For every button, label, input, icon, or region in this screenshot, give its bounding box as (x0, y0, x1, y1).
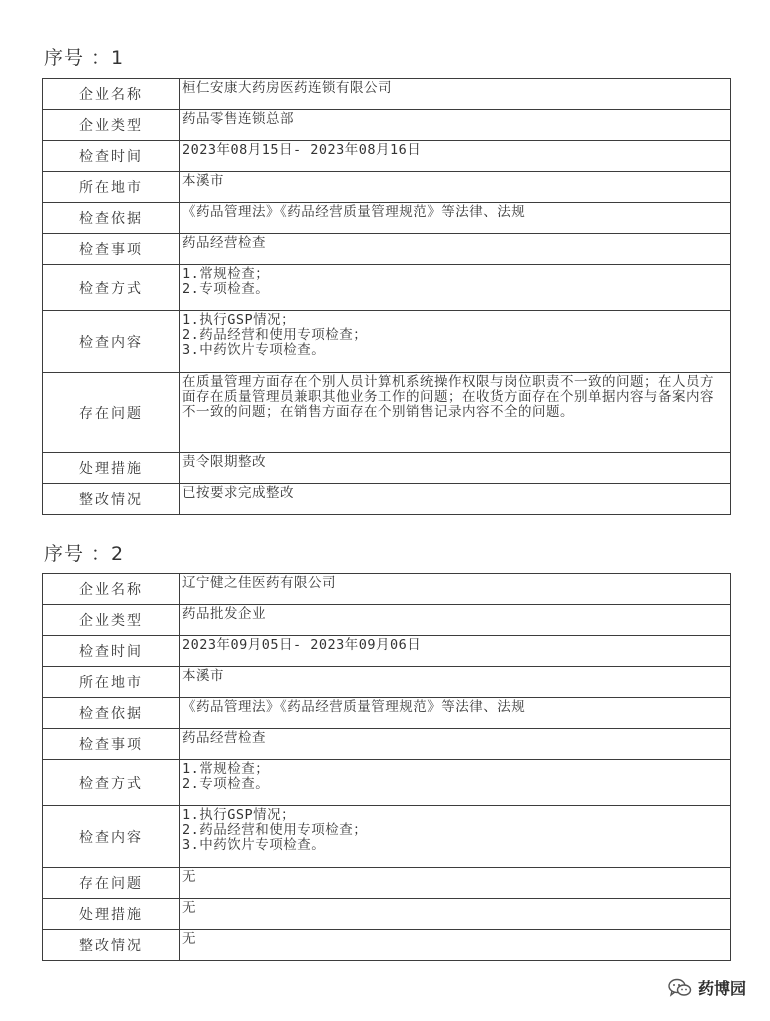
field-value-line: 药品批发企业 (182, 606, 266, 622)
field-label: 处理措施 (43, 899, 180, 930)
field-value (180, 265, 731, 311)
field-label: 企业类型 (43, 605, 180, 636)
field-value (180, 806, 731, 868)
field-value (180, 373, 731, 453)
field-label: 检查事项 (43, 234, 180, 265)
field-label: 检查方式 (43, 760, 180, 806)
field-value-line: 3.中药饮片专项检查。 (182, 342, 326, 358)
field-value-line: 1.执行GSP情况； (182, 312, 296, 328)
table-row (43, 636, 731, 667)
field-value-line: 无 (182, 869, 196, 885)
field-label: 企业名称 (43, 79, 180, 110)
table-row (43, 667, 731, 698)
field-value (180, 729, 731, 760)
field-value-line: 本溪市 (182, 668, 224, 684)
record-2-table (42, 573, 731, 961)
field-value-line: 本溪市 (182, 173, 224, 189)
table-row (43, 574, 731, 605)
field-value-line: 责令限期整改 (182, 454, 266, 470)
field-value-line: 1.常规检查； (182, 266, 270, 282)
field-label: 检查依据 (43, 698, 180, 729)
field-label: 检查内容 (43, 806, 180, 868)
field-value (180, 667, 731, 698)
field-label: 整改情况 (43, 930, 180, 961)
field-label: 所在地市 (43, 172, 180, 203)
field-value-line: 2.专项检查。 (182, 281, 270, 297)
field-value (180, 698, 731, 729)
field-value (180, 930, 731, 961)
table-row (43, 698, 731, 729)
table-row (43, 311, 731, 373)
field-value-line: 已按要求完成整改 (182, 485, 294, 501)
field-label: 检查时间 (43, 636, 180, 667)
table-row (43, 930, 731, 961)
field-value-line: 《药品管理法》《药品经营质量管理规范》等法律、法规 (182, 204, 526, 220)
field-label: 检查方式 (43, 265, 180, 311)
record-2-heading: 序号 ：2 (44, 543, 125, 565)
field-label: 检查时间 (43, 141, 180, 172)
table-row (43, 79, 731, 110)
wechat-icon (668, 978, 692, 998)
field-value-line: 1.常规检查； (182, 761, 270, 777)
field-label: 存在问题 (43, 373, 180, 453)
table-row (43, 899, 731, 930)
field-label: 企业名称 (43, 574, 180, 605)
field-value (180, 172, 731, 203)
field-value-line: 1.执行GSP情况； (182, 807, 296, 823)
table-row (43, 203, 731, 234)
record-1-heading: 序号 ：1 (44, 47, 125, 69)
field-value (180, 203, 731, 234)
table-row (43, 605, 731, 636)
table-row (43, 373, 731, 453)
field-value (180, 605, 731, 636)
table-row (43, 484, 731, 515)
field-value-line: 无 (182, 931, 196, 947)
table-row (43, 868, 731, 899)
field-label: 企业类型 (43, 110, 180, 141)
field-label: 整改情况 (43, 484, 180, 515)
watermark-text: 药博园 (697, 979, 746, 998)
field-value-line: 2.药品经营和使用专项检查； (182, 822, 368, 838)
field-value-line: 2023年09月05日- 2023年09月06日 (182, 637, 422, 653)
table-row (43, 172, 731, 203)
field-value-line: 药品经营检查 (182, 235, 266, 251)
field-value (180, 311, 731, 373)
field-label: 所在地市 (43, 667, 180, 698)
table-row (43, 760, 731, 806)
field-value (180, 484, 731, 515)
field-value (180, 636, 731, 667)
field-label: 检查依据 (43, 203, 180, 234)
field-value-line: 桓仁安康大药房医药连锁有限公司 (182, 80, 392, 96)
field-label: 处理措施 (43, 453, 180, 484)
field-value-line: 无 (182, 900, 196, 916)
field-value-line: 药品零售连锁总部 (182, 111, 294, 127)
field-value (180, 899, 731, 930)
field-value-line: 《药品管理法》《药品经营质量管理规范》等法律、法规 (182, 699, 526, 715)
table-row (43, 453, 731, 484)
watermark (668, 976, 746, 999)
table-row (43, 234, 731, 265)
table-row (43, 141, 731, 172)
record-1-table (42, 78, 731, 515)
field-value-line: 辽宁健之佳医药有限公司 (182, 575, 336, 591)
field-value (180, 234, 731, 265)
field-value-line: 2.药品经营和使用专项检查； (182, 327, 368, 343)
field-value-line: 2.专项检查。 (182, 776, 270, 792)
field-label: 存在问题 (43, 868, 180, 899)
field-value (180, 110, 731, 141)
table-row (43, 110, 731, 141)
field-value-line: 2023年08月15日- 2023年08月16日 (182, 142, 422, 158)
field-value (180, 141, 731, 172)
field-value (180, 574, 731, 605)
table-row (43, 729, 731, 760)
field-value (180, 760, 731, 806)
field-value-line: 3.中药饮片专项检查。 (182, 837, 326, 853)
field-value (180, 868, 731, 899)
field-label: 检查事项 (43, 729, 180, 760)
field-value (180, 79, 731, 110)
field-value-line: 药品经营检查 (182, 730, 266, 746)
table-row (43, 806, 731, 868)
field-value (180, 453, 731, 484)
field-label: 检查内容 (43, 311, 180, 373)
table-row (43, 265, 731, 311)
field-value-paragraph: 在质量管理方面存在个别人员计算机系统操作权限与岗位职责不一致的问题；在人员方面存在质量管理员兼职其他业务工作的问题；在收货方面存在个别单据内容与备案内容不一致的问题；在销售方面存在个别销售记录内容不全的问题。 (182, 374, 714, 420)
